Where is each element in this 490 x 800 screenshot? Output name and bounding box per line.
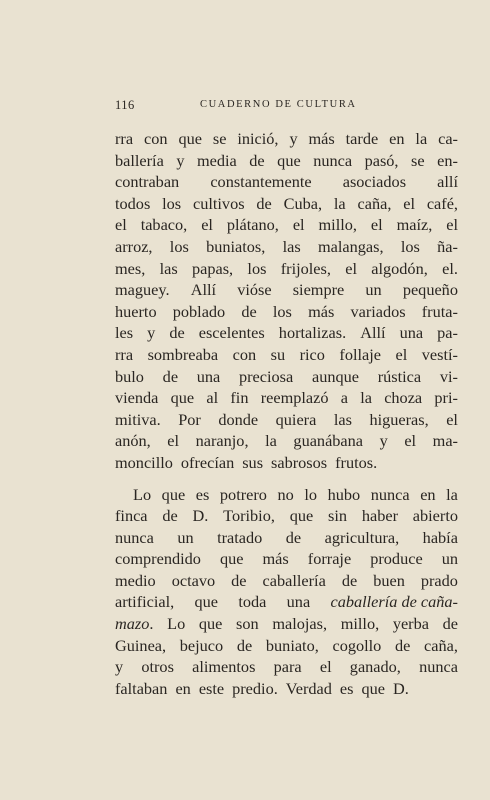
word: una <box>196 366 221 386</box>
word: no <box>277 484 294 504</box>
word: los <box>272 301 292 321</box>
word: una <box>286 592 311 612</box>
word: vi- <box>439 366 458 386</box>
word: es <box>339 678 354 698</box>
word: el <box>446 409 458 429</box>
word: hubo <box>327 484 361 504</box>
word: huerto <box>115 301 157 321</box>
word: los <box>400 236 420 256</box>
word: se <box>212 129 227 148</box>
body-text <box>115 128 458 699</box>
word: preciosa <box>239 366 294 386</box>
text-line <box>115 678 458 700</box>
word: plátano, <box>226 215 279 235</box>
word: más <box>308 301 335 321</box>
word: y <box>147 323 156 343</box>
word: el <box>370 215 383 235</box>
word: los <box>169 236 189 256</box>
word: quiera <box>275 409 317 429</box>
word: sin <box>328 506 348 526</box>
word: vióse <box>237 280 272 300</box>
word: ña- <box>437 236 458 256</box>
word: que <box>289 506 314 526</box>
word: agricultura, <box>324 527 400 547</box>
word: haber <box>361 506 398 526</box>
word: aunque <box>311 366 359 386</box>
text-line <box>115 214 458 236</box>
text-line <box>115 505 458 527</box>
word: de <box>256 193 272 213</box>
word: nunca <box>419 657 458 677</box>
word: octavo <box>171 570 216 590</box>
word: anón, <box>115 431 151 451</box>
word: de <box>231 570 247 590</box>
word: los <box>162 193 182 213</box>
running-head: CUADERNO DE CULTURA <box>200 99 357 110</box>
word: de <box>162 366 179 386</box>
text-line <box>115 613 458 635</box>
word: al <box>206 388 219 408</box>
word: tarde <box>345 129 379 148</box>
word: de <box>285 527 302 547</box>
word: inició, <box>237 129 279 148</box>
word: para <box>273 657 302 677</box>
word: son <box>236 614 259 634</box>
word: un <box>365 280 382 300</box>
word: moncillo <box>115 452 173 472</box>
word: la <box>415 129 428 148</box>
word: allí <box>437 172 458 192</box>
word: choza <box>384 388 423 408</box>
paragraph-gap <box>115 474 458 484</box>
word: mes, <box>115 258 146 278</box>
word: escelentes <box>198 323 265 343</box>
word: tratado <box>217 527 263 547</box>
word: más <box>262 549 289 569</box>
word: bejuco <box>179 635 224 655</box>
word: que <box>178 129 202 148</box>
word: había <box>422 527 458 547</box>
word: constantemente <box>210 172 312 192</box>
word: artificial, <box>115 592 175 612</box>
word: en- <box>437 150 458 170</box>
word: de <box>241 301 257 321</box>
word: la <box>333 193 346 213</box>
word: el <box>446 215 458 235</box>
text-line <box>115 150 458 172</box>
text-line <box>115 322 458 344</box>
word: de <box>394 635 411 655</box>
word: buniato, <box>265 635 319 655</box>
word: caballería <box>262 570 326 590</box>
word: los <box>247 258 267 278</box>
word: frutos. <box>335 452 378 472</box>
word: de <box>236 635 253 655</box>
word: rico <box>299 344 325 364</box>
word: de <box>341 570 358 590</box>
word: caballería de caña- <box>330 592 458 612</box>
word: D. <box>192 506 209 526</box>
word: rra <box>115 344 134 364</box>
word: reemplazó <box>260 388 329 408</box>
text-line <box>115 409 458 431</box>
word: el <box>201 215 213 235</box>
text-line <box>115 656 458 678</box>
word: nunca <box>115 527 154 547</box>
word: higueras, <box>369 409 429 429</box>
word: ma- <box>432 431 458 451</box>
text-line <box>115 452 458 474</box>
word: la <box>360 388 372 408</box>
word: y <box>379 431 388 451</box>
text-line <box>115 591 458 613</box>
word: pri- <box>434 388 458 408</box>
word: D. <box>392 678 409 698</box>
word: bulo <box>115 366 144 386</box>
word: comprendido <box>115 549 201 569</box>
word: millo, <box>340 614 380 634</box>
word: Allí <box>190 280 217 300</box>
word: un <box>177 527 194 547</box>
word: el <box>167 431 180 451</box>
word: asociados <box>342 172 407 192</box>
word: que <box>361 678 385 698</box>
word: de <box>162 506 178 526</box>
paragraph <box>115 484 458 700</box>
word: media <box>196 150 237 170</box>
word: de <box>169 323 185 343</box>
word: el <box>395 344 408 364</box>
word: y <box>115 657 124 677</box>
word: faltaban <box>115 678 168 698</box>
word: que <box>219 549 244 569</box>
word: Lo <box>167 614 186 634</box>
word: fruta- <box>421 301 458 321</box>
word: buen <box>373 570 405 590</box>
text-line <box>115 484 458 506</box>
word: pa- <box>437 323 458 343</box>
word: Toribio, <box>223 506 275 526</box>
word: follaje <box>339 344 382 364</box>
word: ballería <box>115 150 164 170</box>
word: que <box>194 592 219 612</box>
text-line <box>115 366 458 388</box>
word: ganado, <box>349 657 401 677</box>
word: naranjo, <box>195 431 249 451</box>
word: siempre <box>292 280 345 300</box>
word: en <box>175 678 191 698</box>
word: algodón, <box>371 258 428 278</box>
word: Lo <box>133 484 152 504</box>
word: yerba <box>392 614 429 634</box>
word: pequeño <box>402 280 458 300</box>
word: rústica <box>377 366 422 386</box>
word: millo, <box>318 215 357 235</box>
text-line <box>115 301 458 323</box>
word: ca- <box>438 129 458 148</box>
word: mazo. <box>115 614 154 634</box>
word: arroz, <box>115 236 153 256</box>
word: rra <box>115 129 134 148</box>
word: más <box>308 129 335 148</box>
word: las <box>282 236 301 256</box>
word: forraje <box>307 549 352 569</box>
word: a <box>340 388 348 408</box>
word: la <box>265 431 277 451</box>
word: hortalizas. <box>278 323 347 343</box>
word: Verdad <box>285 678 332 698</box>
page-header <box>0 98 490 114</box>
word: con <box>144 129 168 148</box>
word: sombreaba <box>147 344 219 364</box>
text-line <box>115 171 458 193</box>
word: de <box>442 614 458 634</box>
text-line <box>115 570 458 592</box>
word: abierto <box>412 506 458 526</box>
word: vienda <box>115 388 159 408</box>
word: ofrecían <box>180 452 235 472</box>
word: un <box>441 549 458 569</box>
word: alimentos <box>192 657 256 677</box>
word: una <box>399 323 424 343</box>
word: en <box>389 129 405 148</box>
word: predio. <box>232 678 278 698</box>
text-line <box>115 548 458 570</box>
word: el <box>403 193 415 213</box>
paragraph <box>115 128 458 474</box>
word: Allí <box>360 323 386 343</box>
text-line <box>115 236 458 258</box>
word: contraban <box>115 172 180 192</box>
word: Por <box>178 409 201 429</box>
word: de <box>249 150 265 170</box>
word: en <box>420 484 436 504</box>
word: las <box>159 258 178 278</box>
word: tabaco, <box>140 215 188 235</box>
word: buniatos, <box>206 236 266 256</box>
word: potrero <box>219 484 267 504</box>
word: frijoles, <box>280 258 331 278</box>
word: vestí- <box>421 344 458 364</box>
text-line <box>115 193 458 215</box>
word: mitiva. <box>115 409 161 429</box>
word: que <box>198 614 223 634</box>
word: lo <box>304 484 318 504</box>
word: fin <box>230 388 249 408</box>
word: Guinea, <box>115 635 167 655</box>
word: maíz, <box>396 215 433 235</box>
word: prado <box>420 570 458 590</box>
word: medio <box>115 570 156 590</box>
word: cogollo <box>332 635 382 655</box>
text-line <box>115 344 458 366</box>
word: nunca <box>370 484 410 504</box>
word: Cuba, <box>283 193 323 213</box>
word: y <box>176 150 185 170</box>
word: que <box>277 150 301 170</box>
word: caña, <box>424 635 458 655</box>
word: variados <box>350 301 406 321</box>
word: pasó, <box>364 150 399 170</box>
word: poblado <box>172 301 226 321</box>
word: nunca <box>313 150 353 170</box>
word: el. <box>442 258 458 278</box>
word: produce <box>370 549 423 569</box>
word: es <box>195 484 210 504</box>
word: les <box>115 323 134 343</box>
word: que <box>161 484 186 504</box>
word: sabrosos <box>271 452 328 472</box>
word: donde <box>218 409 259 429</box>
word: cultivos <box>193 193 245 213</box>
word: se <box>411 150 425 170</box>
word: el <box>319 657 332 677</box>
word: café, <box>426 193 458 213</box>
page-number: 116 <box>115 98 135 112</box>
word: y <box>289 129 298 148</box>
word: maguey. <box>115 280 170 300</box>
word: guanábana <box>293 431 364 451</box>
word: el <box>115 215 127 235</box>
word: malojas, <box>272 614 328 634</box>
word: la <box>446 484 458 504</box>
word: las <box>333 409 352 429</box>
text-line <box>115 635 458 657</box>
word: finca <box>115 506 148 526</box>
word: todos <box>115 193 151 213</box>
text-line <box>115 279 458 301</box>
word: el <box>345 258 357 278</box>
word: caña, <box>357 193 392 213</box>
word: papas, <box>191 258 234 278</box>
word: su <box>270 344 286 364</box>
word: el <box>404 431 417 451</box>
text-line <box>115 128 458 150</box>
word: el <box>292 215 305 235</box>
text-line <box>115 527 458 549</box>
word: este <box>198 678 225 698</box>
word: malangas, <box>318 236 384 256</box>
word: con <box>232 344 257 364</box>
text-line <box>115 387 458 409</box>
word: otros <box>141 657 174 677</box>
text-line <box>115 430 458 452</box>
word: que <box>170 388 195 408</box>
word: toda <box>238 592 267 612</box>
word: sus <box>242 452 264 472</box>
text-line <box>115 258 458 280</box>
